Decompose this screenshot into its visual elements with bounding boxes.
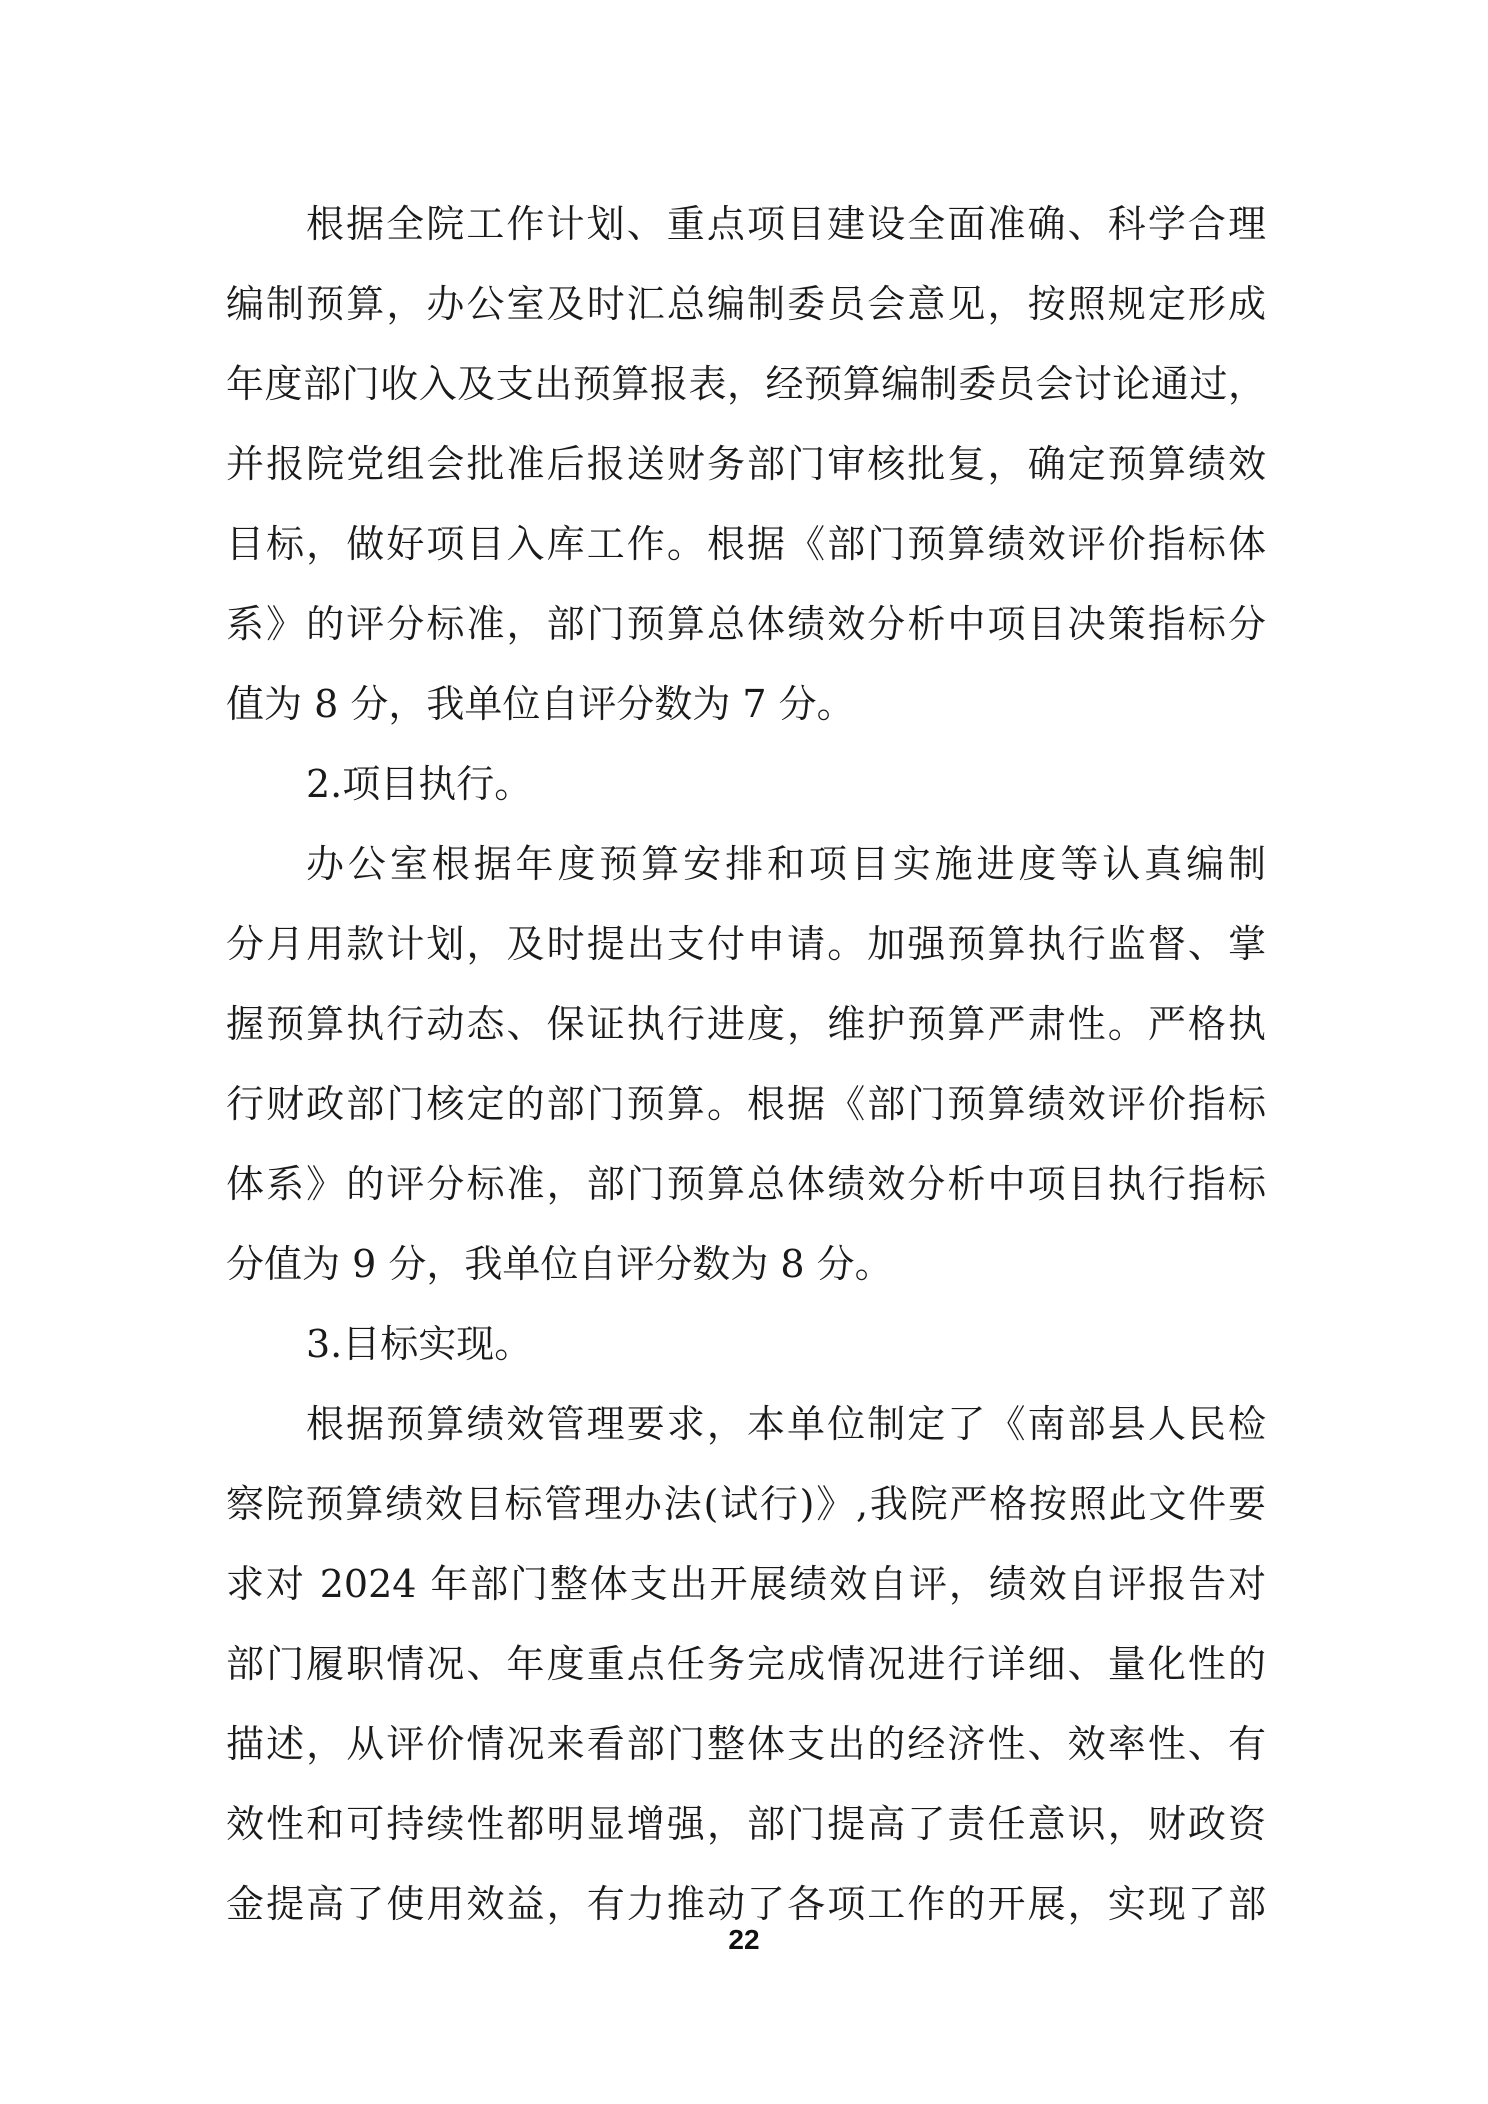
text-line: 办公室根据年度预算安排和项目实施进度等认真编制: [306, 842, 1266, 886]
text-line: 年度部门收入及支出预算报表，经预算编制委员会讨论通过，: [226, 362, 1266, 406]
text-line: 分值为 9 分，我单位自评分数为 8 分。: [226, 1242, 893, 1286]
text-line: 部门履职情况、年度重点任务完成情况进行详细、量化性的: [226, 1642, 1266, 1686]
page-number: 22: [728, 1924, 760, 1955]
text-line: 分月用款计划，及时提出支付申请。加强预算执行监督、掌: [226, 922, 1266, 966]
text-line: 并报院党组会批准后报送财务部门审核批复，确定预算绩效: [226, 442, 1266, 486]
text-line: 目标，做好项目入库工作。根据《部门预算绩效评价指标体: [226, 522, 1266, 566]
text-line: 3.目标实现。: [306, 1322, 533, 1366]
text-line: 体系》的评分标准，部门预算总体绩效分析中项目执行指标: [226, 1162, 1266, 1206]
text-line: 2.项目执行。: [306, 762, 533, 806]
text-line: 编制预算，办公室及时汇总编制委员会意见，按照规定形成: [226, 282, 1266, 326]
text-line: 值为 8 分，我单位自评分数为 7 分。: [226, 682, 855, 726]
text-line: 效性和可持续性都明显增强，部门提高了责任意识，财政资: [226, 1802, 1266, 1846]
text-line: 系》的评分标准，部门预算总体绩效分析中项目决策指标分: [226, 602, 1266, 646]
text-line: 求对 2024 年部门整体支出开展绩效自评，绩效自评报告对: [226, 1562, 1266, 1606]
text-line: 行财政部门核定的部门预算。根据《部门预算绩效评价指标: [226, 1082, 1266, 1126]
text-line: 根据预算绩效管理要求，本单位制定了《南部县人民检: [306, 1402, 1266, 1446]
text-line: 描述，从评价情况来看部门整体支出的经济性、效率性、有: [226, 1722, 1266, 1766]
document-body: [226, 184, 1266, 1944]
text-line: 根据全院工作计划、重点项目建设全面准确、科学合理: [306, 202, 1266, 246]
text-line: 察院预算绩效目标管理办法(试行)》,我院严格按照此文件要: [226, 1482, 1266, 1526]
text-line: 金提高了使用效益，有力推动了各项工作的开展，实现了部: [226, 1882, 1266, 1926]
text-line: 握预算执行动态、保证执行进度，维护预算严肃性。严格执: [226, 1002, 1266, 1046]
